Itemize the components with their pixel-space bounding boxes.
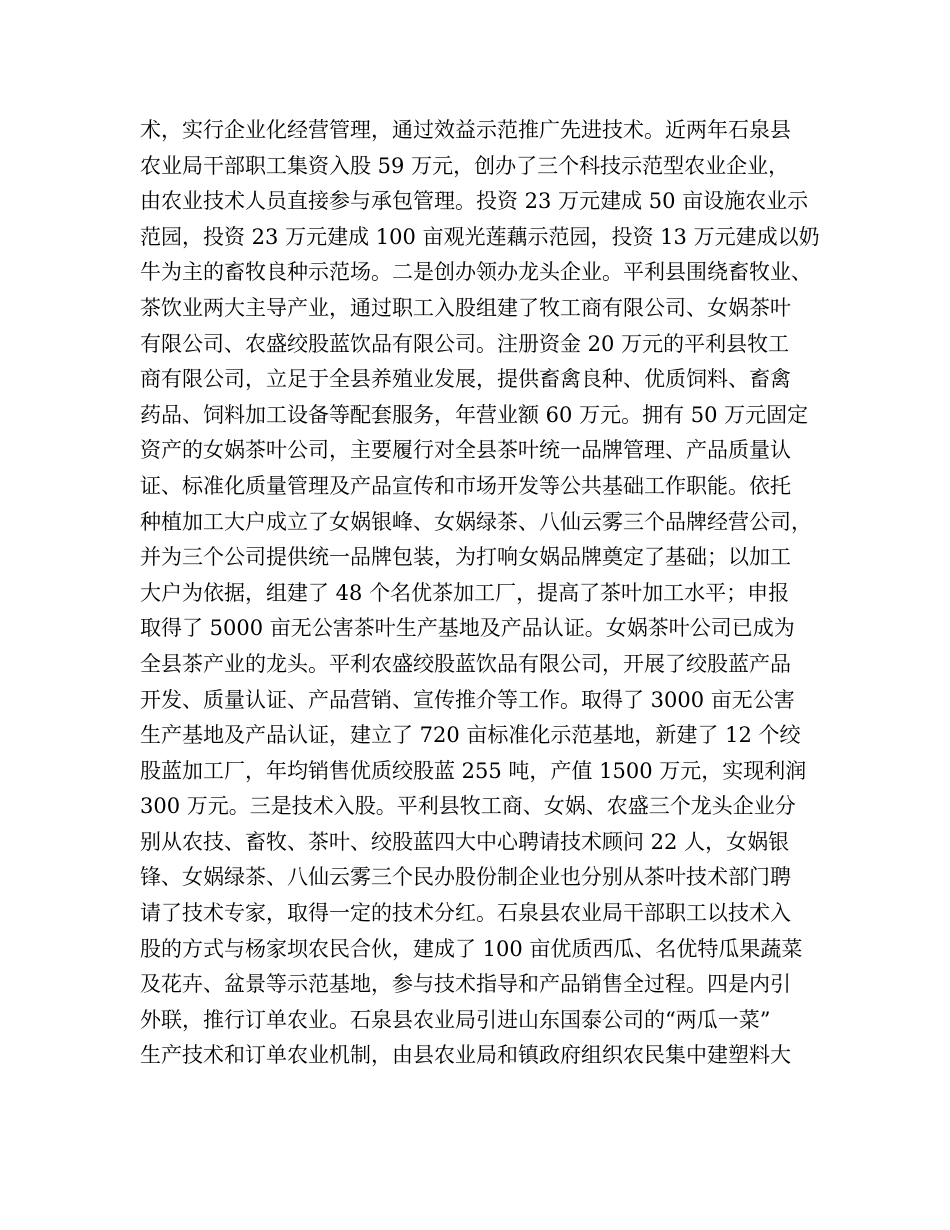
text-line: 有限公司、农盛绞股蓝饮品有限公司。注册资金 20 万元的平利县牧工: [140, 331, 790, 356]
text-line: 范园，投资 23 万元建成 100 亩观光莲藕示范园，投资 13 万元建成以奶: [140, 224, 820, 249]
text-line: 大户为依据，组建了 48 个名优茶加工厂，提高了茶叶加工水平；申报: [140, 580, 790, 605]
text-line: 及花卉、盆景等示范基地，参与技术指导和产品销售全过程。四是内引: [140, 972, 791, 997]
text-line: 农业局干部职工集资入股 59 万元，创办了三个科技示范型农业企业，: [140, 153, 790, 178]
text-line: 开发、质量认证、产品营销、宣传推介等工作。取得了 3000 亩无公害: [140, 687, 795, 712]
text-line: 生产技术和订单农业机制，由县农业局和镇政府组织农民集中建塑料大: [140, 1043, 791, 1068]
text-line: 资产的女娲茶叶公司，主要履行对全县茶叶统一品牌管理、产品质量认: [140, 438, 791, 463]
text-line: 药品、饲料加工设备等配套服务，年营业额 60 万元。拥有 50 万元固定: [140, 402, 809, 427]
text-line: 全县茶产业的龙头。平利农盛绞股蓝饮品有限公司，开展了绞股蓝产品: [140, 651, 791, 676]
text-line: 术，实行企业化经营管理，通过效益示范推广先进技术。近两年石泉县: [140, 118, 791, 142]
text-line: 由农业技术人员直接参与承包管理。投资 23 万元建成 50 亩设施农业示: [140, 189, 809, 214]
text-line: 股蓝加工厂，年均销售优质绞股蓝 255 吨，产值 1500 万元，实现利润: [140, 758, 807, 783]
text-line: 300 万元。三是技术入股。平利县牧工商、女娲、农盛三个龙头企业分: [140, 794, 796, 819]
text-line: 股的方式与杨家坝农民合伙，建成了 100 亩优质西瓜、名优特瓜果蔬菜: [140, 936, 803, 961]
text-line: 外联，推行订单农业。石泉县农业局引进山东国泰公司的“两瓜一菜”: [140, 1007, 771, 1032]
text-line: 并为三个公司提供统一品牌包装，为打响女娲品牌奠定了基础；以加工: [140, 545, 791, 570]
text-line: 请了技术专家，取得一定的技术分红。石泉县农业局干部职工以技术入: [140, 901, 791, 926]
text-line: 商有限公司，立足于全县养殖业发展，提供畜禽良种、优质饲料、畜禽: [140, 367, 791, 392]
body-text: [140, 113, 820, 1074]
text-line: 茶饮业两大主导产业，通过职工入股组建了牧工商有限公司、女娲茶叶: [140, 295, 791, 320]
text-line: 别从农技、畜牧、茶叶、绞股蓝四大中心聘请技术顾问 22 人，女娲银: [140, 829, 790, 854]
text-line: 生产基地及产品认证，建立了 720 亩标准化示范基地，新建了 12 个绞: [140, 723, 801, 748]
text-line: 证、标准化质量管理及产品宣传和市场开发等公共基础工作职能。依托: [140, 473, 791, 498]
text-line: 牛为主的畜牧良种示范场。二是创办领办龙头企业。平利县围绕畜牧业、: [140, 260, 812, 285]
text-line: 种植加工大户成立了女娲银峰、女娲绿茶、八仙云雾三个品牌经营公司，: [140, 509, 812, 534]
text-line: 锋、女娲绿茶、八仙云雾三个民办股份制企业也分别从茶叶技术部门聘: [140, 865, 791, 890]
text-line: 取得了 5000 亩无公害茶叶生产基地及产品认证。女娲茶叶公司已成为: [140, 616, 795, 641]
